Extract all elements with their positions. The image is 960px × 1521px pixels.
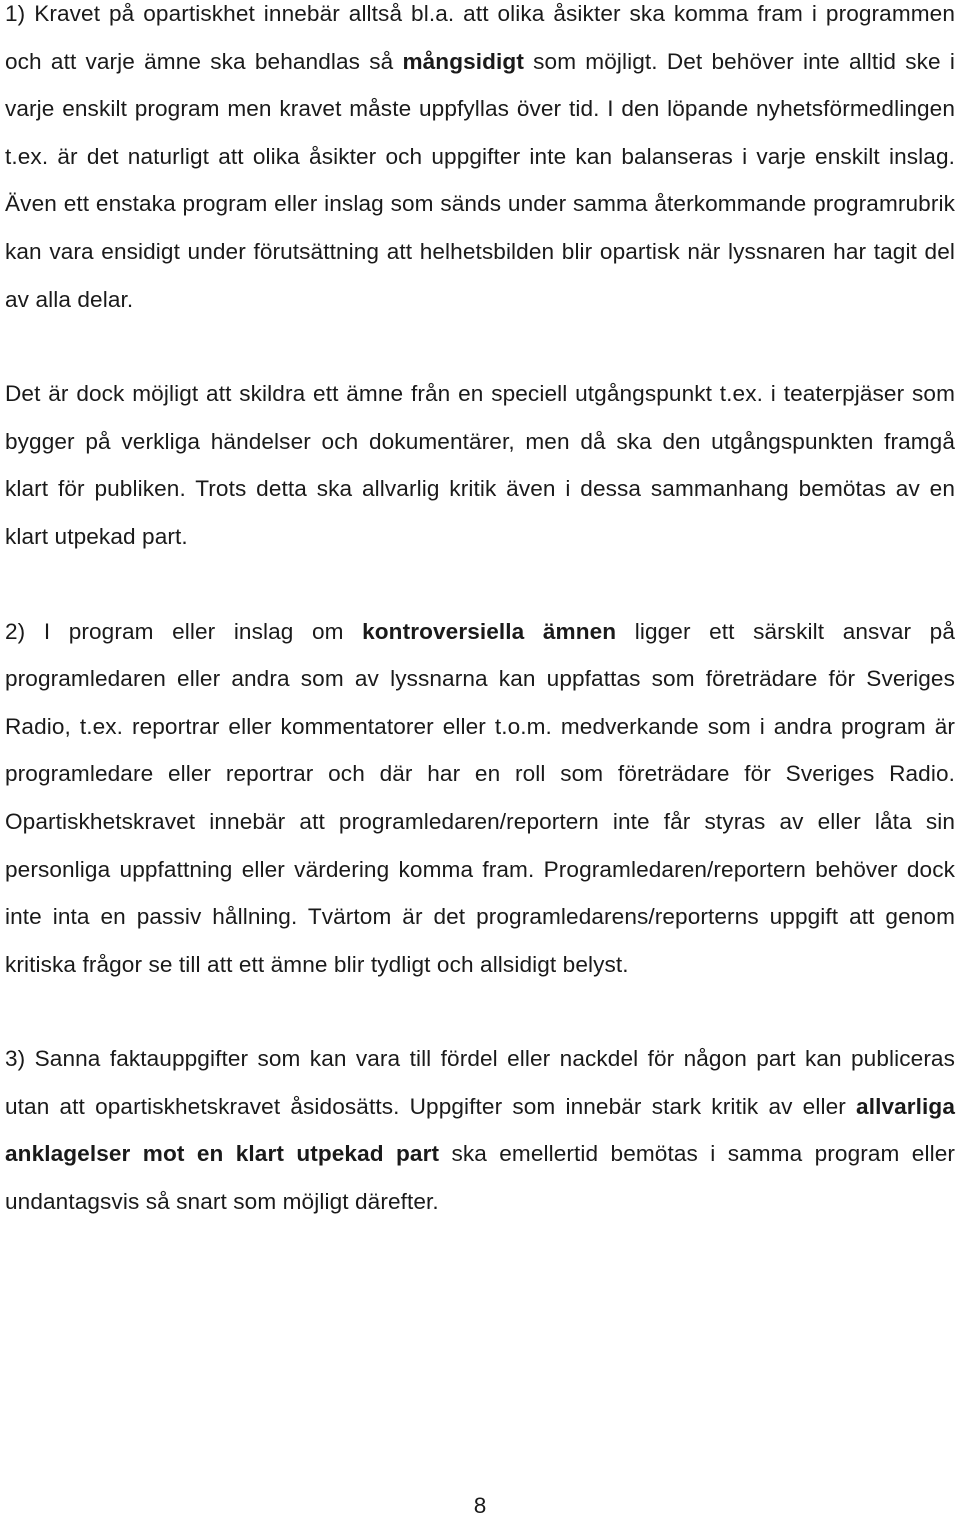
paragraph-1-text-1: 1) Kravet på opartiskhet innebär alltså bl.a. att olika åsikter ska komma fram i programmen och att varje ämne ska behandlas så — [5, 1, 955, 74]
paragraph-4-text-1: 3) Sanna faktauppgifter som kan vara till fördel eller nackdel för någon part kan publiceras utan att opartiskhetskravet åsidosätts. Uppgifter som innebär stark kritik av eller — [5, 1046, 955, 1119]
paragraph-3-text-2: ligger ett särskilt ansvar på programledaren eller andra som av lyssnarna kan uppfattas som företrädare för Sveriges Radio, t.ex. reportrar eller kommentatorer eller t.o.m. medverkande som i andra program är programledare eller reportrar och där har en roll som företrädare för Sveriges Radio. Opartiskhetskravet innebär att programledaren/reportern inte får styras av eller låta sin personliga uppfattning eller värdering komma fram. Programledaren/reportern behöver dock inte inta en passiv hållning. Tvärtom är det programledarens/reporterns uppgift att genom kritiska frågor se till att ett ämne blir tydligt och allsidigt belyst. — [5, 618, 955, 977]
document-page — [5, 0, 955, 1226]
paragraph-2-text-1: Det är dock möjligt att skildra ett ämne från en speciell utgångspunkt t.ex. i teaterpjäser som bygger på verkliga händelser och dokumentärer, men då ska den utgångspunkten framgå klart för publiken. Trots detta ska allvarlig kritik även i dessa sammanhang bemötas av en klart utpekad part. — [5, 381, 955, 549]
paragraph-4-text-2: ska emellertid bemötas i samma program eller undantagsvis så snart som möjligt därefter. — [5, 1141, 955, 1215]
paragraph-3-text-1: 2) I program eller inslag om — [5, 618, 363, 644]
paragraph-4-bold-allvarliga-anklagelser: allvarliga anklagelser mot en klart utpekad part — [5, 1093, 955, 1167]
paragraph-4 — [5, 1035, 955, 1225]
paragraph-1-bold-mangsidigt: mångsidigt — [402, 48, 524, 74]
paragraph-1 — [5, 0, 955, 323]
paragraph-3-bold-kontroversiella-amnen: kontroversiella ämnen — [362, 618, 617, 644]
paragraph-1-text-2: som möjligt. Det behöver inte alltid ske i varje enskilt program men kravet måste uppfyllas över tid. I den löpande nyhetsförmedlingen t.ex. är det naturligt att olika åsikter och uppgifter inte kan balanseras i varje enskilt inslag. Även ett enstaka program eller inslag som sänds under samma återkommande programrubrik kan vara ensidigt under förutsättning att helhetsbilden blir opartisk när lyssnaren har tagit del av alla delar. — [5, 48, 955, 312]
paragraph-3 — [5, 608, 955, 989]
page-number: 8 — [473, 1493, 487, 1518]
paragraph-2 — [5, 370, 955, 560]
